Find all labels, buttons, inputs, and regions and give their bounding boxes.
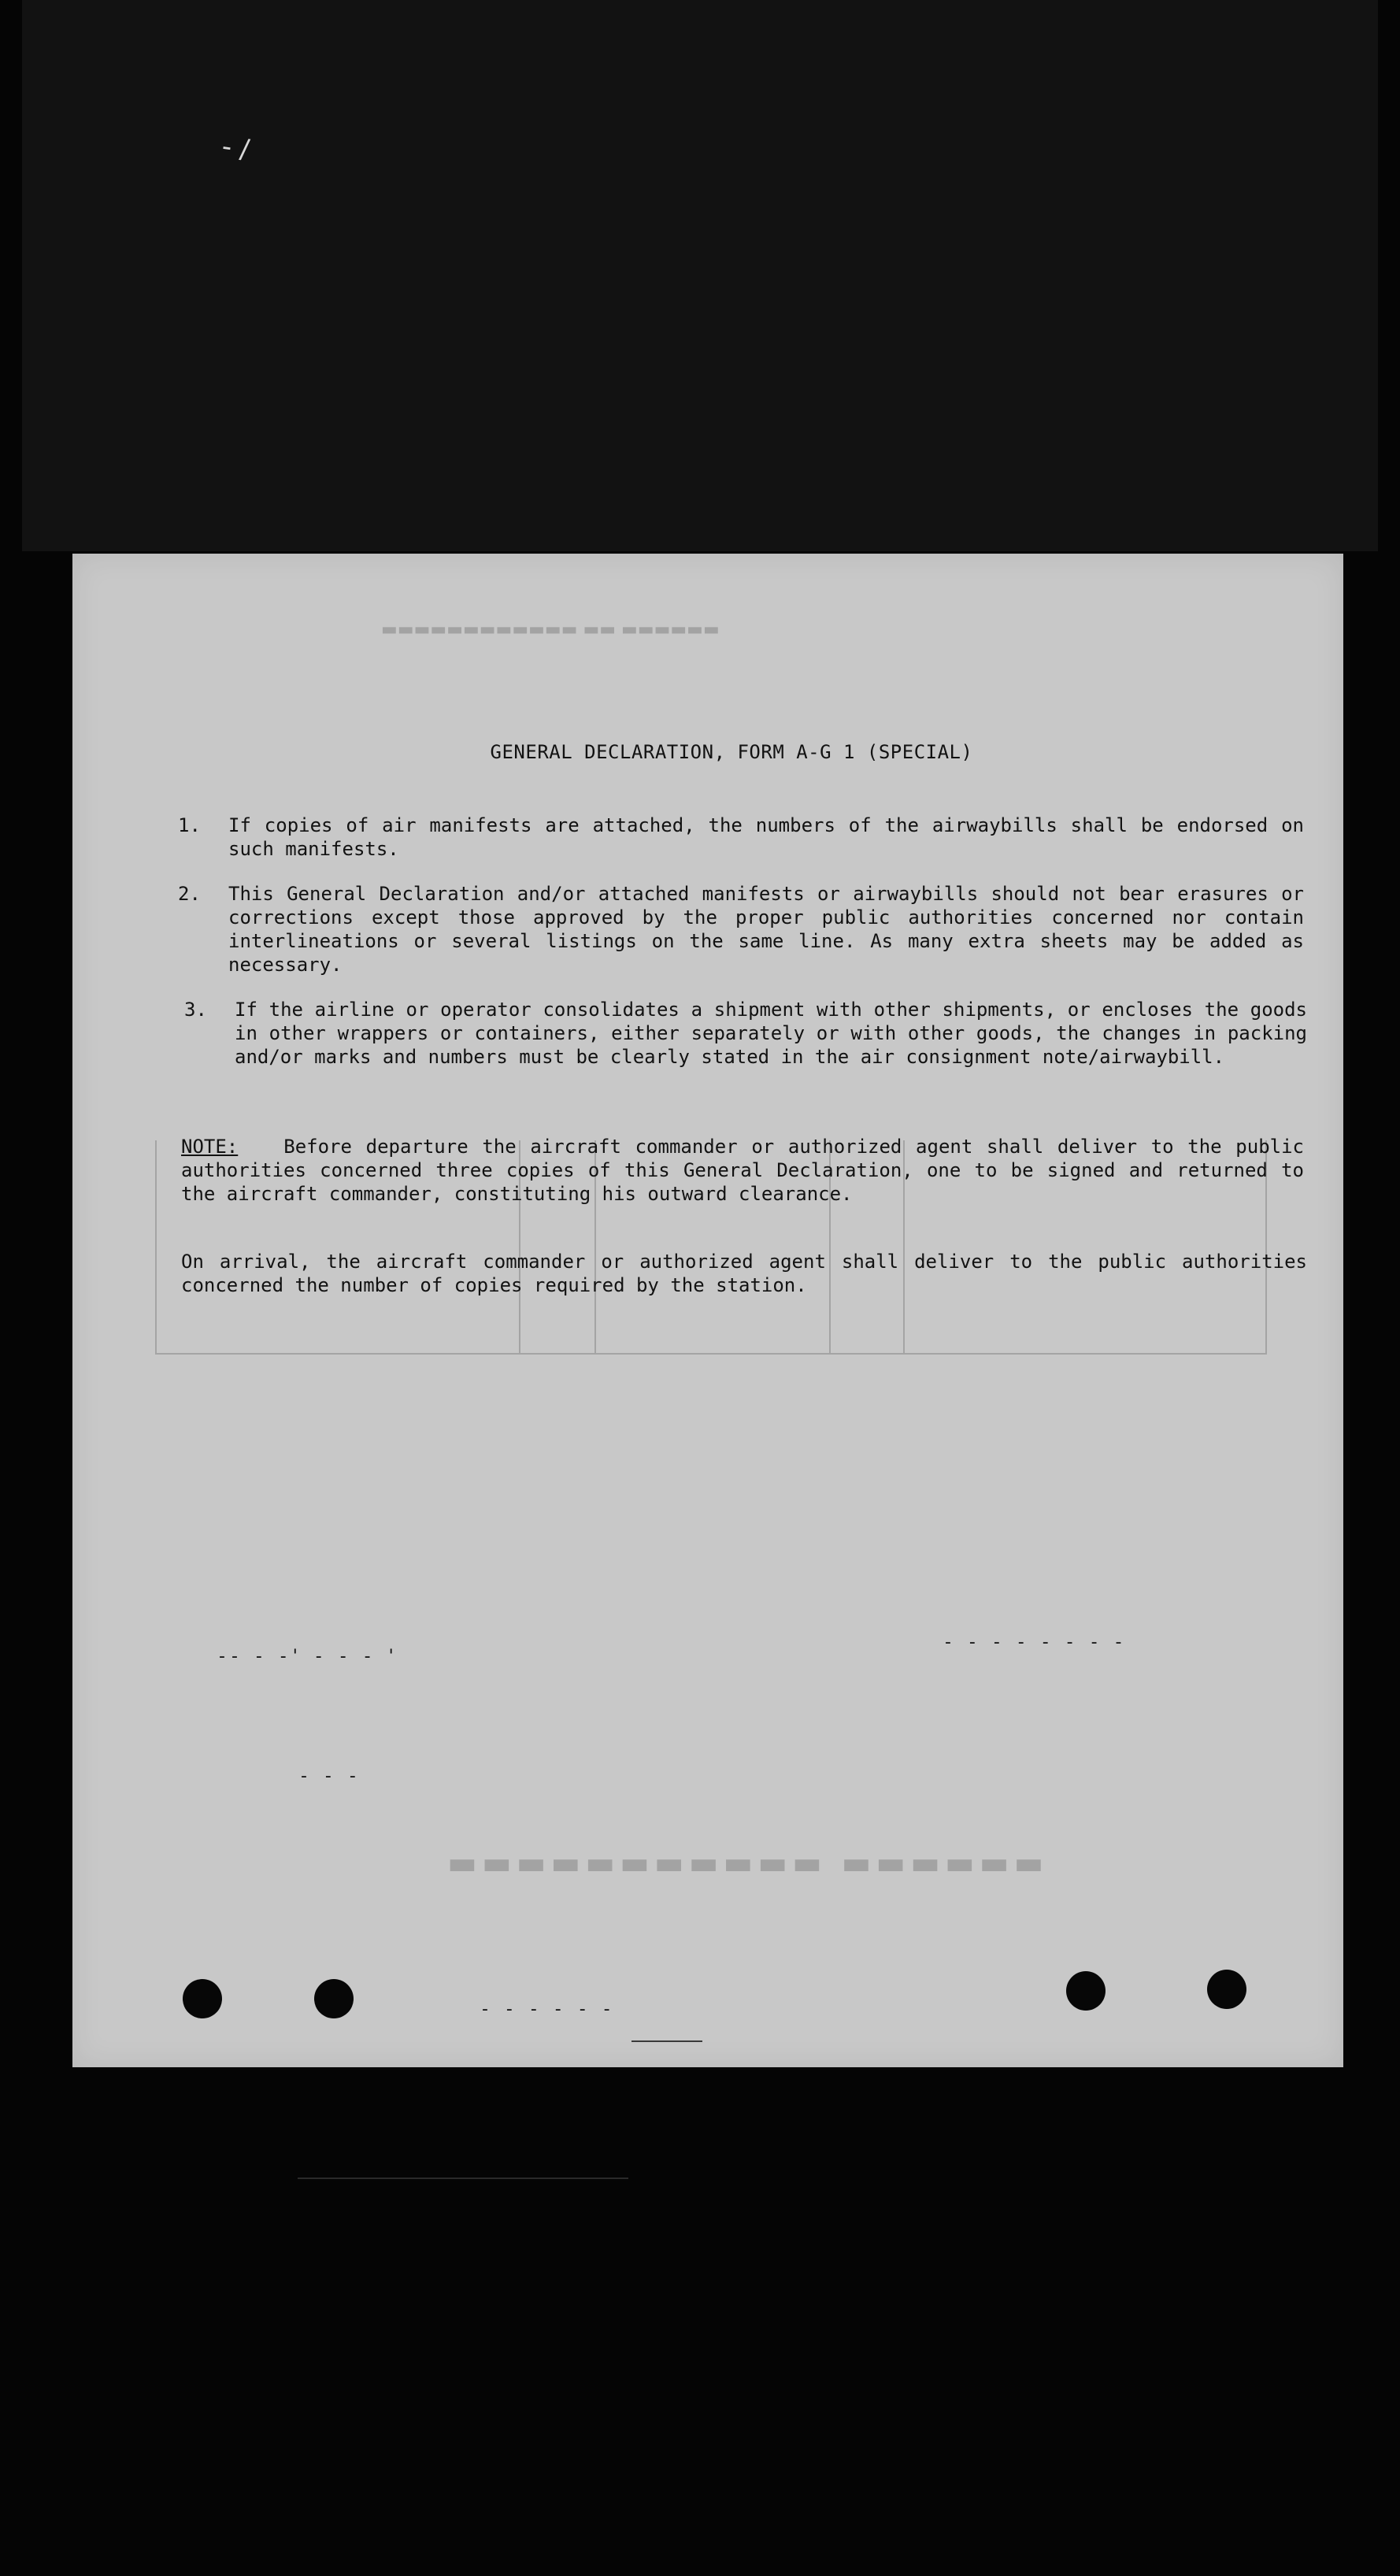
note-label: NOTE: (181, 1136, 239, 1158)
punch-hole-1 (183, 1979, 222, 2018)
instruction-item-3 (184, 998, 1307, 1069)
page-title: GENERAL DECLARATION, FORM A-G 1 (SPECIAL) (490, 741, 973, 763)
item-number: 3. (184, 999, 207, 1021)
note-paragraph (181, 1135, 1304, 1206)
lower-scan-line (298, 2178, 628, 2179)
document-page (72, 554, 1343, 2067)
arrival-paragraph: On arrival, the aircraft commander or authorized agent shall deliver to the public authorities concerned the number of copies required by the station. (181, 1251, 1307, 1296)
note-text: Before departure the aircraft commander or authorized agent shall deliver to the public authorities concerned three copies of this General Declaration, one to be signed and returned to the aircraft commander, constituting his outward clearance. (181, 1136, 1304, 1205)
show-through-text-top: ▬▬▬▬▬▬ ▬▬ ▬▬▬▬▬▬▬▬▬▬▬▬ (381, 620, 720, 639)
perforation-marks-lower: - - - (301, 1766, 362, 1786)
perforation-marks-bottom: - - - - - - (482, 2000, 617, 2019)
item-text: If the airline or operator consolidates a shipment with other shipments, or encloses the goods in other wrappers or containers, either separately or with other goods, the changes in packing and/or marks and numbers must be clearly stated in the air consignment note/airwaybill. (235, 999, 1307, 1068)
instruction-item-2 (178, 882, 1304, 977)
punch-hole-2 (314, 1979, 354, 2018)
item-number: 2. (178, 883, 201, 905)
item-text: This General Declaration and/or attached manifests or airwaybills should not bear erasures or corrections except those approved by the proper public authorities concerned nor contain interlineations or several listings on the same line. As many extra sheets may be added as necessary. (228, 883, 1304, 976)
item-text: If copies of air manifests are attached, the numbers of the airwaybills shall be endorsed on such manifests. (228, 814, 1304, 860)
punch-hole-3 (1066, 1971, 1106, 2011)
show-through-text-bottom: ▬▬▬▬▬▬ ▬▬▬▬▬▬▬▬▬▬▬ (443, 1845, 1044, 1881)
scanner-background (22, 0, 1378, 551)
bottom-edge-mark (631, 2040, 702, 2042)
stray-scan-mark: - / (220, 130, 252, 166)
perforation-marks-right: - - - - - - - - (945, 1633, 1128, 1652)
instruction-item-1 (178, 814, 1304, 861)
item-number: 1. (178, 814, 201, 836)
perforation-marks-left: -- - -' - - - ' (219, 1647, 400, 1666)
punch-hole-4 (1207, 1970, 1246, 2009)
